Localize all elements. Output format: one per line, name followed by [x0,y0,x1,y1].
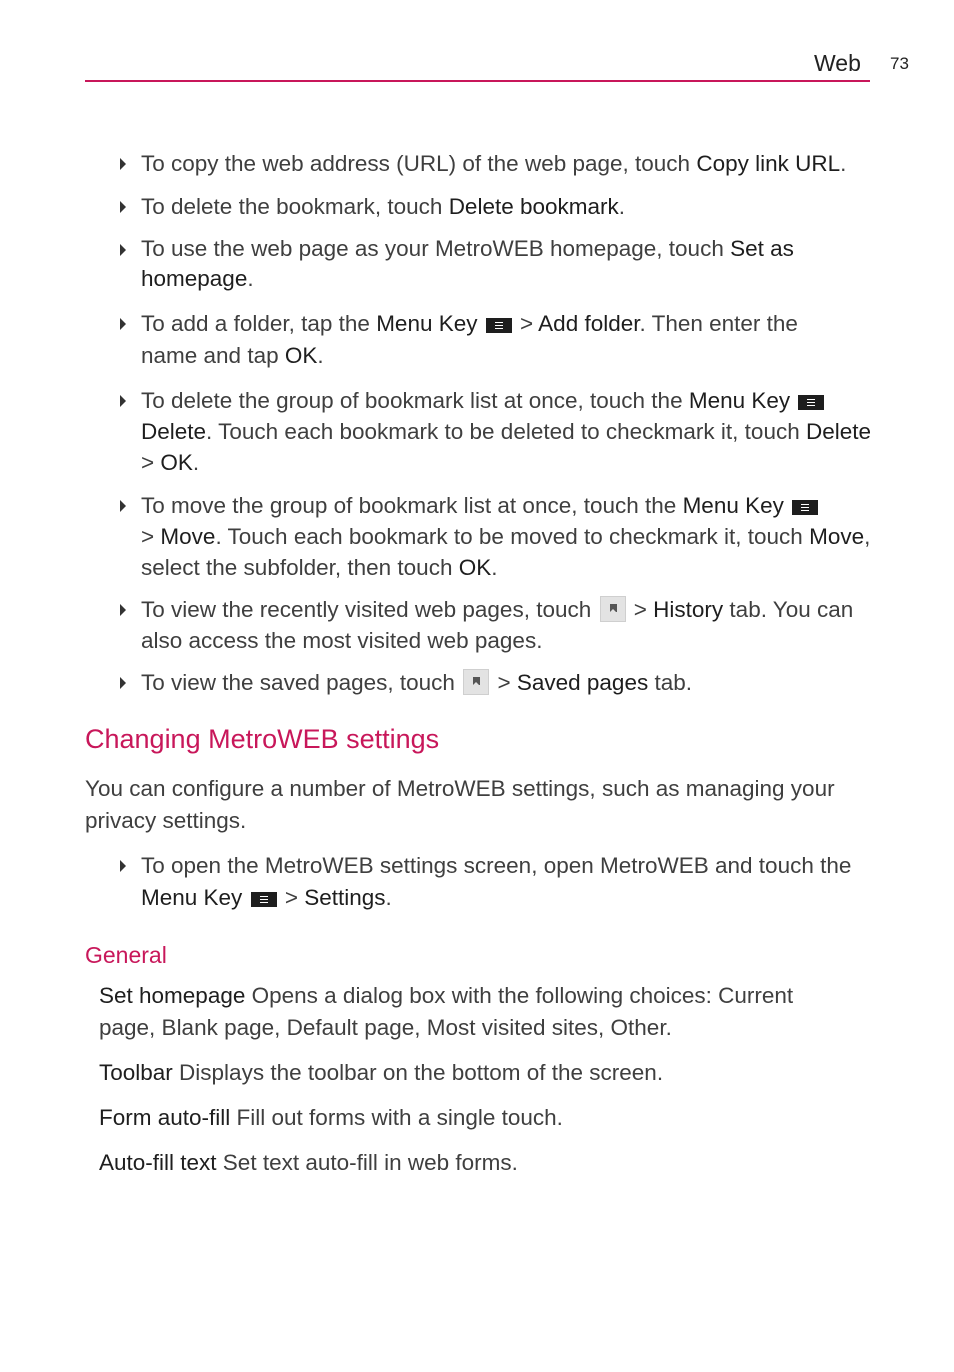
bullet-history [120,594,861,656]
menu-key-label: Menu Key [376,311,478,336]
section-intro: You can configure a number of MetroWEB settings, such as managing your privacy settings. [85,776,835,833]
bookmark-icon [463,669,489,695]
separator: > [491,670,517,695]
bullet-add-folder [120,308,853,372]
ok-label: OK [160,450,193,475]
bullet-arrow-icon [120,677,126,689]
page-number: 73 [890,54,909,73]
bullet-arrow-icon [120,244,126,256]
bullet-text: tab. [648,670,692,695]
bullet-text: . Touch each bookmark to be deleted to checkmark it, touch [206,419,806,444]
copy-link-url-label: Copy link URL [696,151,841,176]
bullet-text: . Then enter the name and tap [141,311,798,368]
bullet-saved-pages [120,667,876,698]
punct: . [840,151,847,176]
delete-bookmark-label: Delete bookmark [448,194,619,219]
bullet-text: To delete the group of bookmark list at once, touch the [141,388,689,413]
separator: > [141,524,161,549]
separator: > [141,450,161,475]
setting-term: Form auto-fill [99,1105,231,1130]
menu-key-label: Menu Key [682,493,784,518]
bullet-text: To copy the web address (URL) of the web page, touch [141,151,697,176]
setting-term: Toolbar [99,1060,173,1085]
delete-label: Delete [805,419,872,444]
move-label: Move [160,524,216,549]
setting-desc: Set text auto-fill in web forms. [216,1150,518,1175]
header-section-title: Web [814,50,861,76]
section-title: Changing MetroWEB settings [85,724,440,754]
bullet-set-homepage [120,234,841,294]
punct: . [317,343,324,368]
menu-key-icon [486,318,512,333]
bullet-text: tab. You can also access the most visited web pages. [141,597,854,653]
bullet-copy-link [120,148,876,179]
setting-desc: Opens a dialog box with the following choices: Current page, Blank page, Default page, Most visited sites, Other. [99,983,794,1040]
bullet-delete-group [120,385,876,478]
setting-desc: Fill out forms with a single touch. [230,1105,563,1130]
bullet-text: To use the web page as your MetroWEB homepage, touch [141,236,731,261]
punct: . [192,450,200,475]
setting-toolbar [99,1057,869,1089]
add-folder-label: Add folder [538,311,640,336]
separator: > [627,597,654,622]
setting-auto-fill-text [99,1147,869,1179]
menu-key-label: Menu Key [688,388,791,413]
bullet-text: To move the group of bookmark list at once, touch the [141,493,683,518]
bullet-delete-bookmark [120,191,876,222]
setting-set-homepage [99,980,844,1044]
ok-label: OK [284,343,318,368]
separator: > [513,311,539,336]
bullet-text: To open the MetroWEB settings screen, open MetroWEB and touch the [141,853,852,878]
menu-key-icon [792,500,818,515]
menu-key-icon [251,892,277,907]
punct: . [491,555,498,580]
bookmark-icon [600,596,626,622]
bullet-text: To add a folder, tap the [141,311,377,336]
punct: . [247,266,254,291]
setting-form-auto-fill [99,1102,869,1134]
set-as-homepage-label: Set as homepage [141,236,794,291]
setting-desc: Displays the toolbar on the bottom of the screen. [172,1060,664,1085]
bullet-move-group [120,490,876,583]
bullet-arrow-icon [120,318,126,330]
bullet-arrow-icon [120,395,126,407]
bullet-arrow-icon [120,201,126,213]
setting-term: Auto-fill text [99,1150,217,1175]
delete-label: Delete [141,419,207,444]
header-rule [85,80,870,82]
bullet-text: To delete the bookmark, touch [141,194,449,219]
menu-key-icon [798,395,824,410]
setting-term: Set homepage [99,983,246,1008]
bullet-open-settings [120,850,861,914]
bullet-text: To view the saved pages, touch [141,670,462,695]
menu-key-label: Menu Key [141,885,243,910]
saved-pages-label: Saved pages [516,670,649,695]
move-label: Move [809,524,865,549]
ok-label: OK [458,555,492,580]
punct: . [385,885,392,910]
bullet-text: , select the subfolder, then touch [141,524,871,580]
punct: . [618,194,626,219]
bullet-text: . Touch each bookmark to be moved to checkmark it, touch [215,524,810,549]
bullet-arrow-icon [120,860,126,872]
separator: > [278,885,305,910]
history-label: History [653,597,724,622]
settings-label: Settings [304,885,386,910]
bullet-arrow-icon [120,500,126,512]
bullet-text: To view the recently visited web pages, touch [141,597,598,622]
bullet-arrow-icon [120,158,126,170]
general-subtitle: General [85,942,167,968]
bullet-arrow-icon [120,604,126,616]
